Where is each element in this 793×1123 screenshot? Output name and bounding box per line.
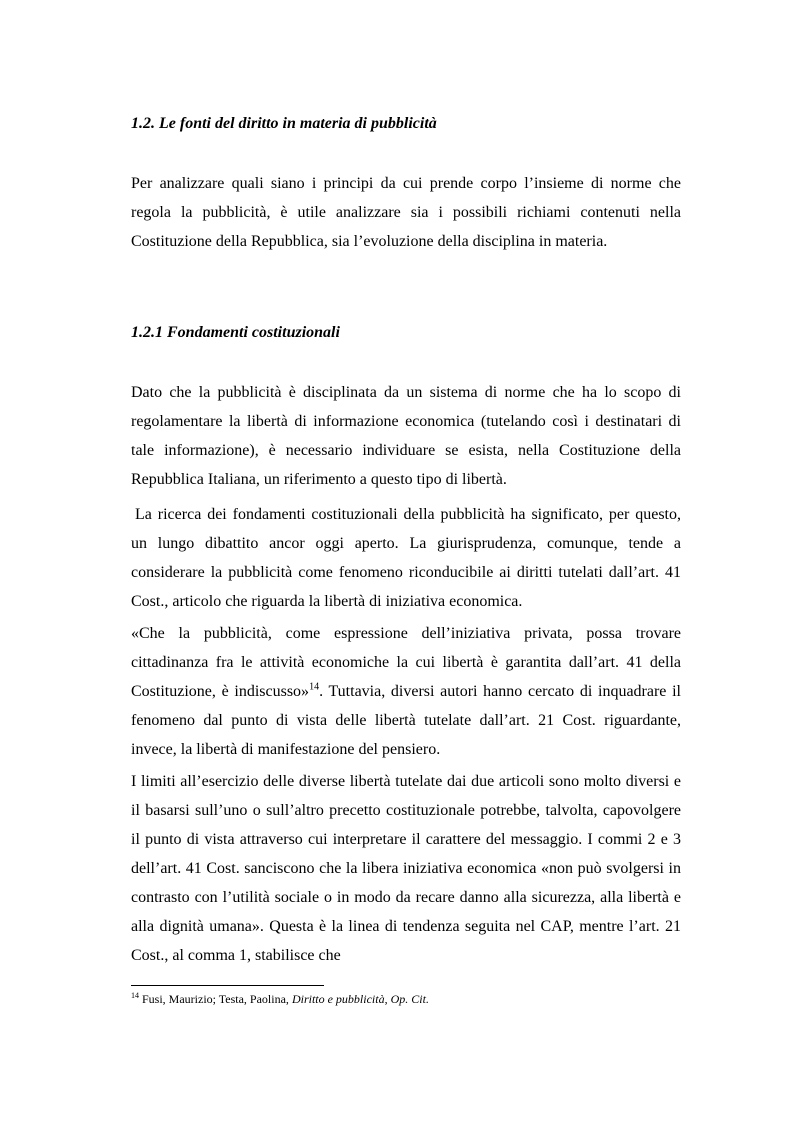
paragraph-4: I limiti all’esercizio delle diverse libertà tutelate dai due articoli sono molto diversi e il basarsi sull’uno o sull’altro precetto costituzionale potrebbe, talvolta, capovolgere il punto di vista attraverso cui interpretare il carattere del messaggio. I commi 2 e 3 dell’art. 41 Cost. sanciscono che la libera iniziativa economica «non può svolgersi in contrasto con l’utilità sociale o in modo da recare danno alla sicurezza, alla libertà e alla dignità umana». Questa è la linea di tendenza seguita nel CAP, mentre l’art. 21 Cost., al comma 1, stabilisce che — [131, 773, 681, 964]
paragraph-2: La ricerca dei fondamenti costituzionali della pubblicità ha significato, per questo, un lungo dibattito ancor oggi aperto. La giurisprudenza, comunque, tende a considerare la pubblicità come fenomeno riconducibile ai diritti tutelati dall’art. 41 Cost., articolo che riguarda la libertà di iniziativa economica. — [131, 506, 681, 610]
footnote-title: Diritto e pubblicità — [291, 992, 385, 1006]
footnote-ref: Op. Cit. — [390, 992, 429, 1006]
paragraph-3-quote: «Che la pubblicità, come espressione dell’iniziativa privata, possa trovare cittadinanza fra le attività economiche la cui libertà è garantita dall’art. 41 della Costituzione, è indiscusso» — [131, 625, 681, 700]
section-heading: 1.2. Le fonti del diritto in materia di pubblicità — [131, 115, 437, 132]
paragraph-3-rest: . Tuttavia, diversi autori hanno cercato di inquadrare il fenomeno dal punto di vista delle libertà tutelate dall’art. 21 Cost. riguardante, invece, la libertà di manifestazione del pensiero. — [131, 683, 682, 758]
paragraph-3 — [131, 619, 681, 764]
footnote-reference[interactable]: 14 — [309, 681, 320, 693]
footnote-14 — [131, 992, 429, 1007]
footnote-divider — [131, 985, 324, 986]
subsection-heading: 1.2.1 Fondamenti costituzionali — [131, 324, 340, 341]
intro-paragraph: Per analizzare quali siano i principi da cui prende corpo l’insieme di norme che regola la pubblicità, è utile analizzare sia i possibili richiami contenuti nella Costituzione della Repubblica, sia l’evoluzione della disciplina in materia. — [131, 175, 681, 250]
footnote-authors: Fusi, Maurizio; Testa, Paolina, — [139, 992, 292, 1006]
footnote-number: 14 — [131, 991, 139, 1000]
paragraph-1: Dato che la pubblicità è disciplinata da un sistema di norme che ha lo scopo di regolamentare la libertà di informazione economica (tutelando così i destinatari di tale informazione), è necessario individuare se esista, nella Costituzione della Repubblica Italiana, un riferimento a questo tipo di libertà. — [131, 384, 681, 488]
footnote-separator: , — [384, 992, 391, 1006]
